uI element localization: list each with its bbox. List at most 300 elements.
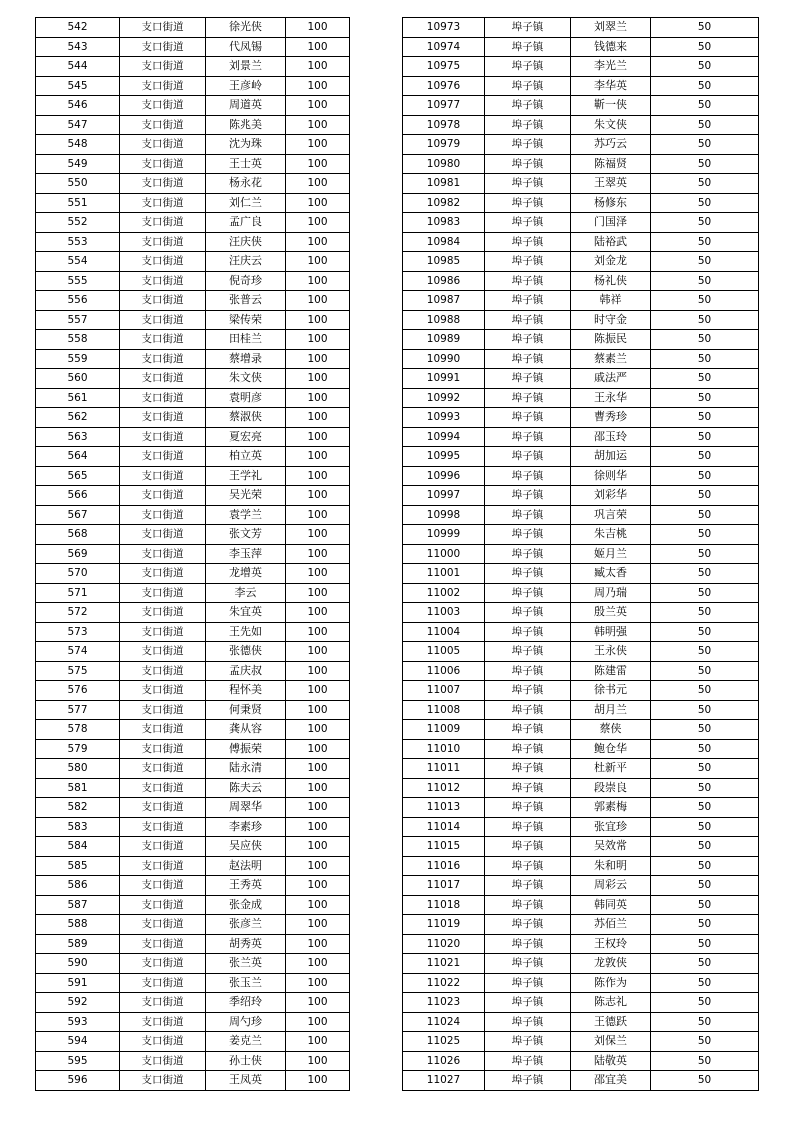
amount-cell: 50 (651, 505, 759, 525)
region-cell: 埠子镇 (485, 973, 571, 993)
table-row (36, 798, 350, 818)
name-cell: 李玉萍 (206, 544, 286, 564)
amount-cell: 50 (651, 720, 759, 740)
row-number-cell: 586 (36, 876, 120, 896)
amount-cell: 100 (286, 213, 350, 233)
amount-cell: 50 (651, 1071, 759, 1091)
region-cell: 埠子镇 (485, 486, 571, 506)
name-cell: 李光兰 (571, 57, 651, 77)
row-number-cell: 548 (36, 135, 120, 155)
name-cell: 周道英 (206, 96, 286, 116)
table-row (36, 681, 350, 701)
region-cell: 支口街道 (120, 310, 206, 330)
region-cell: 支口街道 (120, 135, 206, 155)
region-cell: 埠子镇 (485, 700, 571, 720)
table-row (403, 895, 759, 915)
amount-cell: 50 (651, 993, 759, 1013)
row-number-cell: 10993 (403, 408, 485, 428)
table-row (403, 388, 759, 408)
region-cell: 支口街道 (120, 115, 206, 135)
region-cell: 支口街道 (120, 486, 206, 506)
amount-cell: 100 (286, 856, 350, 876)
name-cell: 张玉兰 (206, 973, 286, 993)
name-cell: 郭素梅 (571, 798, 651, 818)
name-cell: 朱宜英 (206, 603, 286, 623)
table-row (403, 427, 759, 447)
row-number-cell: 10989 (403, 330, 485, 350)
region-cell: 支口街道 (120, 720, 206, 740)
name-cell: 陈建雷 (571, 661, 651, 681)
amount-cell: 100 (286, 720, 350, 740)
region-cell: 埠子镇 (485, 622, 571, 642)
amount-cell: 100 (286, 564, 350, 584)
region-cell: 支口街道 (120, 1051, 206, 1071)
row-number-cell: 588 (36, 915, 120, 935)
table-row (403, 330, 759, 350)
row-number-cell: 11023 (403, 993, 485, 1013)
region-cell: 支口街道 (120, 564, 206, 584)
region-cell: 支口街道 (120, 778, 206, 798)
amount-cell: 100 (286, 76, 350, 96)
amount-cell: 100 (286, 642, 350, 662)
table-row (36, 739, 350, 759)
amount-cell: 50 (651, 564, 759, 584)
row-number-cell: 11008 (403, 700, 485, 720)
region-cell: 支口街道 (120, 1071, 206, 1091)
table-row (36, 330, 350, 350)
amount-cell: 100 (286, 544, 350, 564)
amount-cell: 100 (286, 934, 350, 954)
table-row (36, 427, 350, 447)
row-number-cell: 557 (36, 310, 120, 330)
name-cell: 陈福贤 (571, 154, 651, 174)
row-number-cell: 562 (36, 408, 120, 428)
region-cell: 支口街道 (120, 408, 206, 428)
region-cell: 支口街道 (120, 603, 206, 623)
region-cell: 埠子镇 (485, 505, 571, 525)
name-cell: 周乃瑞 (571, 583, 651, 603)
table-row (403, 57, 759, 77)
amount-cell: 100 (286, 622, 350, 642)
amount-cell: 50 (651, 271, 759, 291)
name-cell: 钱德来 (571, 37, 651, 57)
name-cell: 苏佰兰 (571, 915, 651, 935)
table-row (403, 193, 759, 213)
amount-cell: 100 (286, 486, 350, 506)
table-row (403, 447, 759, 467)
table-row (403, 837, 759, 857)
region-cell: 埠子镇 (485, 466, 571, 486)
row-number-cell: 10998 (403, 505, 485, 525)
row-number-cell: 575 (36, 661, 120, 681)
amount-cell: 50 (651, 876, 759, 896)
row-number-cell: 564 (36, 447, 120, 467)
row-number-cell: 544 (36, 57, 120, 77)
name-cell: 王秀英 (206, 876, 286, 896)
amount-cell: 100 (286, 583, 350, 603)
amount-cell: 50 (651, 310, 759, 330)
amount-cell: 50 (651, 895, 759, 915)
region-cell: 支口街道 (120, 447, 206, 467)
row-number-cell: 560 (36, 369, 120, 389)
amount-cell: 50 (651, 739, 759, 759)
amount-cell: 100 (286, 681, 350, 701)
row-number-cell: 10982 (403, 193, 485, 213)
name-cell: 朱吉桃 (571, 525, 651, 545)
amount-cell: 50 (651, 856, 759, 876)
region-cell: 支口街道 (120, 174, 206, 194)
region-cell: 支口街道 (120, 76, 206, 96)
table-row (403, 252, 759, 272)
row-number-cell: 10978 (403, 115, 485, 135)
row-number-cell: 550 (36, 174, 120, 194)
row-number-cell: 556 (36, 291, 120, 311)
row-number-cell: 549 (36, 154, 120, 174)
table-row (403, 408, 759, 428)
table-row (403, 1071, 759, 1091)
row-number-cell: 591 (36, 973, 120, 993)
row-number-cell: 10990 (403, 349, 485, 369)
region-cell: 埠子镇 (485, 193, 571, 213)
row-number-cell: 571 (36, 583, 120, 603)
table-row (36, 778, 350, 798)
amount-cell: 50 (651, 798, 759, 818)
row-number-cell: 559 (36, 349, 120, 369)
region-cell: 埠子镇 (485, 1071, 571, 1091)
table-row (36, 564, 350, 584)
name-cell: 傅振荣 (206, 739, 286, 759)
region-cell: 埠子镇 (485, 564, 571, 584)
amount-cell: 100 (286, 96, 350, 116)
name-cell: 龙敦侠 (571, 954, 651, 974)
name-cell: 时守金 (571, 310, 651, 330)
region-cell: 埠子镇 (485, 96, 571, 116)
table-row (36, 915, 350, 935)
table-row (403, 310, 759, 330)
amount-cell: 50 (651, 213, 759, 233)
name-cell: 刘翠兰 (571, 18, 651, 38)
row-number-cell: 10986 (403, 271, 485, 291)
table-row (403, 817, 759, 837)
region-cell: 埠子镇 (485, 18, 571, 38)
table-row (403, 603, 759, 623)
region-cell: 支口街道 (120, 798, 206, 818)
amount-cell: 50 (651, 778, 759, 798)
name-cell: 汪庆侠 (206, 232, 286, 252)
row-number-cell: 11025 (403, 1032, 485, 1052)
amount-cell: 50 (651, 369, 759, 389)
region-cell: 埠子镇 (485, 57, 571, 77)
name-cell: 田桂兰 (206, 330, 286, 350)
region-cell: 支口街道 (120, 388, 206, 408)
amount-cell: 50 (651, 154, 759, 174)
table-row (36, 252, 350, 272)
region-cell: 支口街道 (120, 369, 206, 389)
amount-cell: 100 (286, 447, 350, 467)
row-number-cell: 587 (36, 895, 120, 915)
amount-cell: 100 (286, 837, 350, 857)
name-cell: 蔡增录 (206, 349, 286, 369)
amount-cell: 50 (651, 486, 759, 506)
row-number-cell: 570 (36, 564, 120, 584)
amount-cell: 100 (286, 759, 350, 779)
row-number-cell: 10973 (403, 18, 485, 38)
name-cell: 姜克兰 (206, 1032, 286, 1052)
row-number-cell: 11015 (403, 837, 485, 857)
row-number-cell: 574 (36, 642, 120, 662)
name-cell: 周勺珍 (206, 1012, 286, 1032)
amount-cell: 100 (286, 973, 350, 993)
table-row (36, 954, 350, 974)
region-cell: 埠子镇 (485, 778, 571, 798)
amount-cell: 100 (286, 915, 350, 935)
row-number-cell: 10984 (403, 232, 485, 252)
row-number-cell: 592 (36, 993, 120, 1013)
region-cell: 支口街道 (120, 837, 206, 857)
region-cell: 支口街道 (120, 154, 206, 174)
table-row (403, 915, 759, 935)
table-row (36, 973, 350, 993)
table-row (36, 993, 350, 1013)
table-row (403, 739, 759, 759)
row-number-cell: 10981 (403, 174, 485, 194)
table-row (36, 934, 350, 954)
name-cell: 龚从容 (206, 720, 286, 740)
row-number-cell: 10996 (403, 466, 485, 486)
table-row (36, 408, 350, 428)
name-cell: 李素珍 (206, 817, 286, 837)
row-number-cell: 543 (36, 37, 120, 57)
row-number-cell: 10979 (403, 135, 485, 155)
row-number-cell: 558 (36, 330, 120, 350)
amount-cell: 50 (651, 115, 759, 135)
table-row (403, 661, 759, 681)
amount-cell: 50 (651, 252, 759, 272)
name-cell: 袁明彦 (206, 388, 286, 408)
row-number-cell: 10976 (403, 76, 485, 96)
name-cell: 陆永清 (206, 759, 286, 779)
row-number-cell: 589 (36, 934, 120, 954)
amount-cell: 100 (286, 1051, 350, 1071)
name-cell: 门国泽 (571, 213, 651, 233)
region-cell: 支口街道 (120, 993, 206, 1013)
table-row (403, 1051, 759, 1071)
row-number-cell: 554 (36, 252, 120, 272)
name-cell: 胡秀英 (206, 934, 286, 954)
name-cell: 徐书元 (571, 681, 651, 701)
region-cell: 支口街道 (120, 427, 206, 447)
name-cell: 张彦兰 (206, 915, 286, 935)
region-cell: 支口街道 (120, 37, 206, 57)
region-cell: 埠子镇 (485, 291, 571, 311)
region-cell: 埠子镇 (485, 798, 571, 818)
name-cell: 王先如 (206, 622, 286, 642)
table-row (36, 447, 350, 467)
region-cell: 支口街道 (120, 291, 206, 311)
row-number-cell: 11020 (403, 934, 485, 954)
name-cell: 汪庆云 (206, 252, 286, 272)
region-cell: 埠子镇 (485, 369, 571, 389)
table-row (36, 661, 350, 681)
name-cell: 韩明强 (571, 622, 651, 642)
row-number-cell: 572 (36, 603, 120, 623)
region-cell: 支口街道 (120, 1032, 206, 1052)
name-cell: 徐则华 (571, 466, 651, 486)
row-number-cell: 567 (36, 505, 120, 525)
amount-cell: 50 (651, 934, 759, 954)
name-cell: 鲍仓华 (571, 739, 651, 759)
name-cell: 吴光荣 (206, 486, 286, 506)
name-cell: 龙增英 (206, 564, 286, 584)
region-cell: 支口街道 (120, 349, 206, 369)
region-cell: 支口街道 (120, 934, 206, 954)
table-row (36, 135, 350, 155)
table-row (36, 291, 350, 311)
left-table-body (36, 18, 350, 1091)
table-row (36, 1051, 350, 1071)
row-number-cell: 585 (36, 856, 120, 876)
name-cell: 王凤英 (206, 1071, 286, 1091)
row-number-cell: 11007 (403, 681, 485, 701)
name-cell: 王士英 (206, 154, 286, 174)
name-cell: 臧太香 (571, 564, 651, 584)
table-row (36, 583, 350, 603)
name-cell: 王学礼 (206, 466, 286, 486)
table-row (36, 349, 350, 369)
row-number-cell: 11006 (403, 661, 485, 681)
row-number-cell: 11019 (403, 915, 485, 935)
name-cell: 倪奇珍 (206, 271, 286, 291)
row-number-cell: 553 (36, 232, 120, 252)
region-cell: 埠子镇 (485, 232, 571, 252)
amount-cell: 50 (651, 759, 759, 779)
name-cell: 陆裕武 (571, 232, 651, 252)
table-row (403, 954, 759, 974)
name-cell: 殷兰英 (571, 603, 651, 623)
row-number-cell: 569 (36, 544, 120, 564)
table-row (36, 154, 350, 174)
row-number-cell: 11027 (403, 1071, 485, 1091)
amount-cell: 50 (651, 973, 759, 993)
region-cell: 支口街道 (120, 661, 206, 681)
table-row (36, 486, 350, 506)
amount-cell: 100 (286, 135, 350, 155)
table-row (36, 18, 350, 38)
amount-cell: 100 (286, 778, 350, 798)
name-cell: 程怀美 (206, 681, 286, 701)
region-cell: 埠子镇 (485, 330, 571, 350)
region-cell: 埠子镇 (485, 642, 571, 662)
row-number-cell: 11026 (403, 1051, 485, 1071)
name-cell: 胡加运 (571, 447, 651, 467)
region-cell: 支口街道 (120, 544, 206, 564)
region-cell: 埠子镇 (485, 915, 571, 935)
row-number-cell: 11024 (403, 1012, 485, 1032)
row-number-cell: 583 (36, 817, 120, 837)
name-cell: 巩言荣 (571, 505, 651, 525)
row-number-cell: 10980 (403, 154, 485, 174)
table-row (36, 96, 350, 116)
region-cell: 埠子镇 (485, 1051, 571, 1071)
name-cell: 王永侠 (571, 642, 651, 662)
table-row (36, 856, 350, 876)
region-cell: 支口街道 (120, 96, 206, 116)
name-cell: 张金成 (206, 895, 286, 915)
name-cell: 蔡侠 (571, 720, 651, 740)
table-row (403, 505, 759, 525)
name-cell: 杨永花 (206, 174, 286, 194)
row-number-cell: 11010 (403, 739, 485, 759)
table-row (403, 759, 759, 779)
region-cell: 埠子镇 (485, 525, 571, 545)
row-number-cell: 561 (36, 388, 120, 408)
row-number-cell: 11021 (403, 954, 485, 974)
table-row (403, 778, 759, 798)
name-cell: 王永华 (571, 388, 651, 408)
amount-cell: 100 (286, 154, 350, 174)
region-cell: 埠子镇 (485, 115, 571, 135)
table-row (36, 193, 350, 213)
region-cell: 埠子镇 (485, 76, 571, 96)
table-row (36, 232, 350, 252)
table-row (403, 720, 759, 740)
table-row (403, 934, 759, 954)
table-row (403, 1032, 759, 1052)
table-row (403, 213, 759, 233)
amount-cell: 50 (651, 622, 759, 642)
amount-cell: 100 (286, 310, 350, 330)
name-cell: 袁学兰 (206, 505, 286, 525)
row-number-cell: 580 (36, 759, 120, 779)
amount-cell: 50 (651, 349, 759, 369)
region-cell: 埠子镇 (485, 583, 571, 603)
row-number-cell: 11022 (403, 973, 485, 993)
table-row (36, 115, 350, 135)
row-number-cell: 582 (36, 798, 120, 818)
table-row (403, 564, 759, 584)
region-cell: 埠子镇 (485, 759, 571, 779)
name-cell: 张德侠 (206, 642, 286, 662)
name-cell: 王德跃 (571, 1012, 651, 1032)
region-cell: 埠子镇 (485, 252, 571, 272)
name-cell: 韩同英 (571, 895, 651, 915)
name-cell: 韩祥 (571, 291, 651, 311)
amount-cell: 100 (286, 876, 350, 896)
table-row (403, 798, 759, 818)
region-cell: 埠子镇 (485, 37, 571, 57)
amount-cell: 50 (651, 817, 759, 837)
amount-cell: 50 (651, 603, 759, 623)
region-cell: 埠子镇 (485, 876, 571, 896)
row-number-cell: 10992 (403, 388, 485, 408)
table-row (403, 271, 759, 291)
amount-cell: 100 (286, 388, 350, 408)
table-row (36, 213, 350, 233)
region-cell: 支口街道 (120, 700, 206, 720)
amount-cell: 100 (286, 661, 350, 681)
region-cell: 埠子镇 (485, 993, 571, 1013)
amount-cell: 50 (651, 96, 759, 116)
name-cell: 陈志礼 (571, 993, 651, 1013)
row-number-cell: 10985 (403, 252, 485, 272)
amount-cell: 50 (651, 1051, 759, 1071)
table-row (36, 817, 350, 837)
amount-cell: 50 (651, 330, 759, 350)
name-cell: 王彦岭 (206, 76, 286, 96)
region-cell: 埠子镇 (485, 739, 571, 759)
region-cell: 支口街道 (120, 681, 206, 701)
region-cell: 支口街道 (120, 642, 206, 662)
